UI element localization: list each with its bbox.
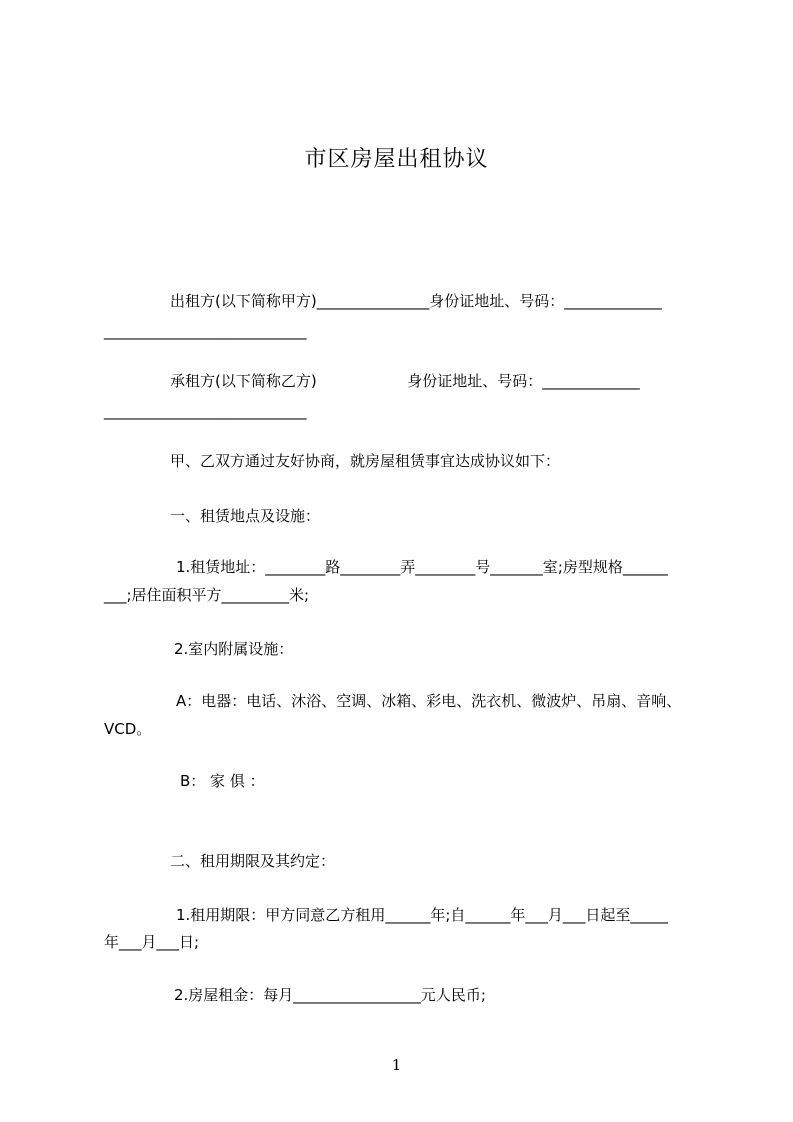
page-number: 1	[391, 1056, 402, 1074]
rental-address-line: 1.租赁地址：________路________弄________号_______室;房型规格______	[176, 558, 668, 576]
section-1-heading: 一、租赁地点及设施：	[170, 507, 321, 525]
appliances-continuation: VCD。	[104, 720, 152, 738]
appliances-line: A：电器：电话、沐浴、空调、冰箱、彩电、洗衣机、微波炉、吊扇、音响、	[176, 692, 682, 710]
lessor-line: 出租方(以下简称甲方)_______________身份证地址、号码：_____________	[170, 292, 662, 310]
lease-term-continuation: 年___月___日;	[104, 933, 200, 951]
lessee-line-continuation: ___________________________	[104, 402, 307, 420]
lessee-line: 承租方(以下简称乙方) 身份证地址、号码：_____________	[170, 372, 640, 390]
rental-address-continuation: ___;居住面积平方_________米;	[104, 586, 310, 604]
facilities-heading: 2.室内附属设施：	[174, 640, 294, 658]
lease-term-line: 1.租用期限：甲方同意乙方租用______年;自______年___月___日起至_____	[176, 906, 668, 924]
intro-paragraph: 甲、乙双方通过友好协商，就房屋租赁事宜达成协议如下：	[170, 452, 561, 470]
lessor-line-continuation: ___________________________	[104, 322, 307, 340]
rent-line: 2.房屋租金：每月_________________元人民币;	[174, 986, 486, 1004]
document-title: 市区房屋出租协议	[304, 147, 489, 172]
furniture-line: B： 家 俱 ：	[180, 772, 265, 790]
section-2-heading: 二、租用期限及其约定：	[170, 852, 336, 870]
